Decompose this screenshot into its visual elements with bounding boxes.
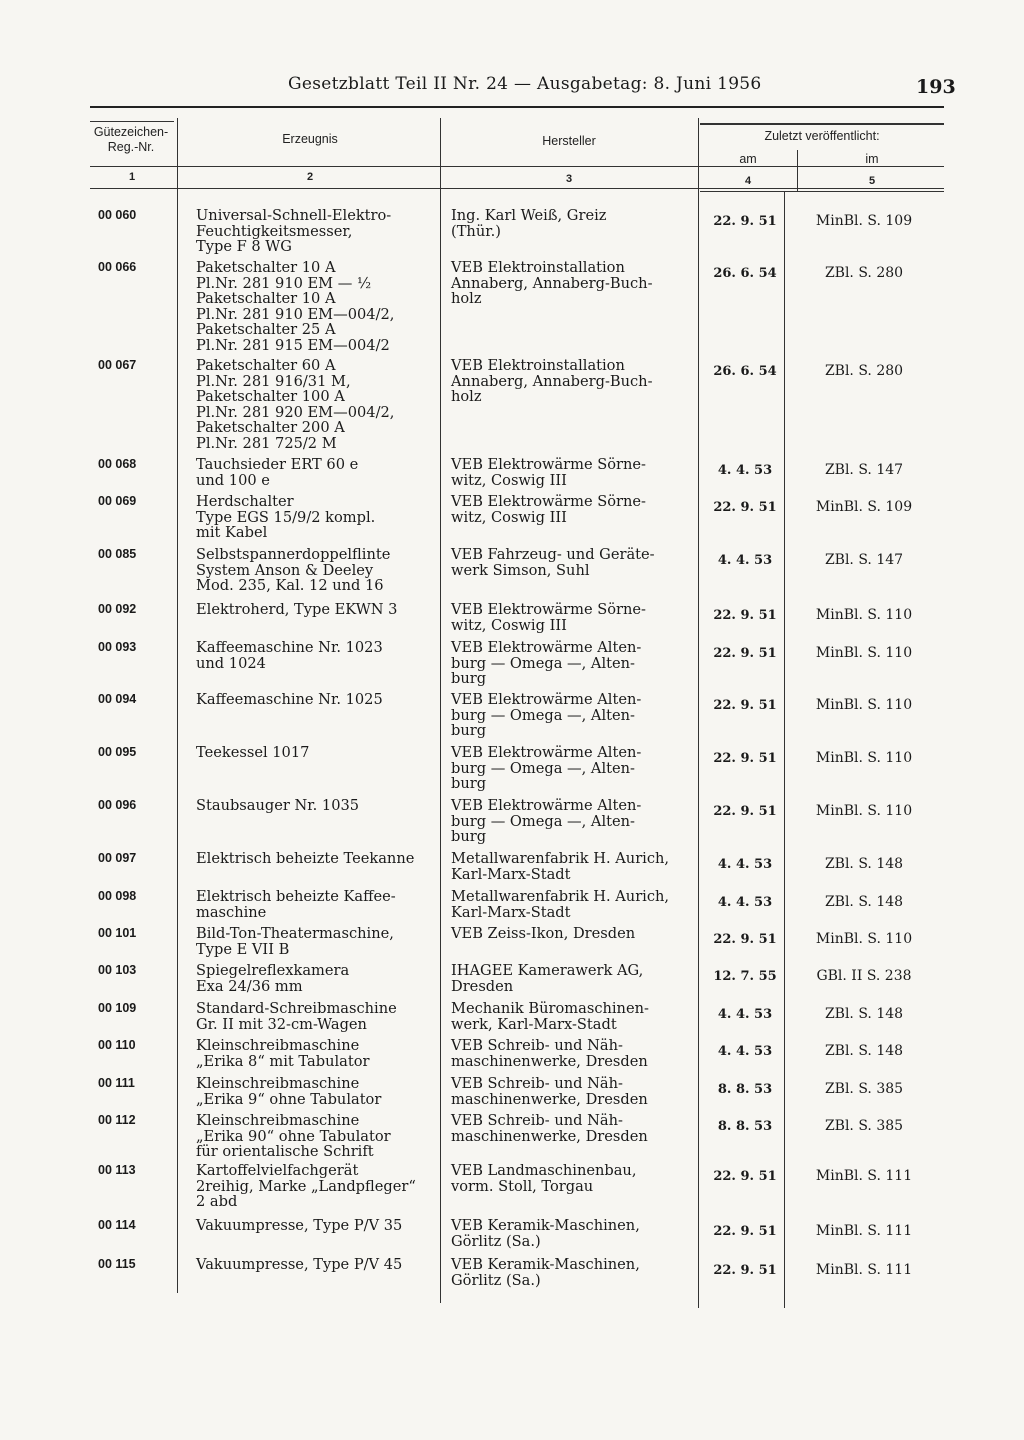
manufacturer: VEB Elektrowärme Alten- burg — Omega —, Alten- burg: [451, 744, 642, 792]
manufacturer: VEB Schreib- und Näh- maschinenwerke, Dresden: [451, 1112, 648, 1145]
published-date: 22. 9. 51: [713, 1263, 777, 1278]
published-date: 22. 9. 51: [713, 1224, 777, 1239]
published-reference: MinBl. S. 110: [815, 607, 913, 623]
product-name: Universal-Schnell-Elektro- Feuchtigkeitsmesser, Type F 8 WG: [196, 207, 392, 255]
published-reference: MinBl. S. 111: [815, 1168, 913, 1184]
product-name: Elektrisch beheizte Kaffee- maschine: [196, 888, 396, 921]
manufacturer: VEB Keramik-Maschinen, Görlitz (Sa.): [451, 1256, 640, 1289]
table-top-rule: [90, 121, 174, 122]
page-number: 193: [916, 76, 956, 98]
published-reference: MinBl. S. 110: [815, 750, 913, 766]
product-name: Kaffeemaschine Nr. 1025: [196, 691, 383, 708]
product-name: Tauchsieder ERT 60 e und 100 e: [196, 456, 359, 489]
manufacturer: VEB Zeiss-Ikon, Dresden: [451, 925, 636, 942]
page-header-title: Gesetzblatt Teil II Nr. 24 — Ausgabetag: 8. Juni 1956: [288, 74, 762, 94]
published-date: 4. 4. 53: [717, 1007, 773, 1022]
published-reference: MinBl. S. 109: [815, 213, 913, 229]
product-name: Selbstspannerdoppelflinte System Anson & Deeley Mod. 235, Kal. 12 und 16: [196, 546, 391, 594]
manufacturer: Metallwarenfabrik H. Aurich, Karl-Marx-Stadt: [451, 888, 670, 921]
published-date: 22. 9. 51: [713, 698, 777, 713]
column-header-maker: Hersteller: [542, 134, 596, 148]
manufacturer: VEB Elektrowärme Sörne- witz, Coswig III: [451, 493, 646, 526]
manufacturer: VEB Landmaschinenbau, vorm. Stoll, Torgau: [451, 1162, 637, 1195]
published-reference: ZBl. S. 148: [824, 1006, 904, 1022]
published-date: 22. 9. 51: [713, 608, 777, 623]
registration-number: 00 101: [98, 926, 137, 940]
published-date: 12. 7. 55: [713, 969, 777, 984]
manufacturer: VEB Elektroinstallation Annaberg, Annaberg-Buch- holz: [451, 259, 653, 307]
published-reference: ZBl. S. 148: [824, 856, 904, 872]
published-reference: MinBl. S. 110: [815, 697, 913, 713]
registration-number: 00 097: [98, 851, 137, 865]
manufacturer: VEB Keramik-Maschinen, Görlitz (Sa.): [451, 1217, 640, 1250]
registration-number: 00 114: [98, 1218, 136, 1232]
product-name: Kleinschreibmaschine „Erika 8“ mit Tabulator: [196, 1037, 370, 1070]
registration-number: 00 093: [98, 640, 137, 654]
registration-number: 00 112: [98, 1113, 136, 1127]
column-number: 2: [306, 171, 314, 183]
published-date: 4. 4. 53: [717, 1044, 773, 1059]
published-reference: ZBl. S. 385: [824, 1118, 904, 1134]
column-separator: [797, 150, 798, 192]
header-divider: [90, 166, 944, 167]
column-header-im: im: [865, 152, 879, 166]
product-name: Paketschalter 60 A Pl.Nr. 281 916/31 M, Paketschalter 100 A Pl.Nr. 281 920 EM—004/2, Paketschalter 200 A Pl.Nr. 281 725/2 M: [196, 357, 395, 452]
product-name: Standard-Schreibmaschine Gr. II mit 32-cm-Wagen: [196, 1000, 397, 1033]
published-date: 26. 6. 54: [713, 266, 777, 281]
table-top-rule: [700, 123, 944, 125]
product-name: Spiegelreflexkamera Exa 24/36 mm: [196, 962, 350, 995]
column-separator: [784, 192, 785, 1308]
product-name: Teekessel 1017: [196, 744, 310, 761]
column-header-reg-nr: Gütezeichen- Reg.-Nr.: [93, 125, 169, 154]
registration-number: 00 109: [98, 1001, 137, 1015]
product-name: Kleinschreibmaschine „Erika 9“ ohne Tabulator: [196, 1075, 382, 1108]
published-date: 8. 8. 53: [717, 1082, 773, 1097]
header-bottom-rule: [90, 188, 944, 189]
registration-number: 00 103: [98, 963, 137, 977]
published-date: 22. 9. 51: [713, 1169, 777, 1184]
published-date: 4. 4. 53: [717, 895, 773, 910]
product-name: Herdschalter Type EGS 15/9/2 kompl. mit Kabel: [196, 493, 376, 541]
product-name: Bild-Ton-Theatermaschine, Type E VII B: [196, 925, 394, 958]
published-reference: MinBl. S. 110: [815, 931, 913, 947]
product-name: Kaffeemaschine Nr. 1023 und 1024: [196, 639, 383, 672]
registration-number: 00 069: [98, 494, 137, 508]
published-date: 22. 9. 51: [713, 932, 777, 947]
published-reference: MinBl. S. 111: [815, 1262, 913, 1278]
manufacturer: VEB Elektroinstallation Annaberg, Annaberg-Buch- holz: [451, 357, 653, 405]
manufacturer: VEB Fahrzeug- und Geräte- werk Simson, Suhl: [451, 546, 655, 579]
product-name: Elektrisch beheizte Teekanne: [196, 850, 415, 867]
manufacturer: Ing. Karl Weiß, Greiz (Thür.): [451, 207, 607, 240]
column-number: 4: [744, 175, 752, 187]
registration-number: 00 096: [98, 798, 137, 812]
published-date: 8. 8. 53: [717, 1119, 773, 1134]
registration-number: 00 111: [98, 1076, 135, 1090]
column-header-am: am: [739, 152, 757, 166]
header-bottom-rule: [700, 191, 944, 192]
registration-number: 00 115: [98, 1257, 136, 1271]
published-reference: MinBl. S. 109: [815, 499, 913, 515]
published-date: 4. 4. 53: [717, 463, 773, 478]
published-date: 4. 4. 53: [717, 857, 773, 872]
header-rule: [90, 106, 944, 108]
registration-number: 00 060: [98, 208, 137, 222]
manufacturer: Mechanik Büromaschinen- werk, Karl-Marx-Stadt: [451, 1000, 649, 1033]
product-name: Kleinschreibmaschine „Erika 90“ ohne Tabulator für orientalische Schrift: [196, 1112, 391, 1160]
manufacturer: IHAGEE Kamerawerk AG, Dresden: [451, 962, 644, 995]
manufacturer: VEB Elektrowärme Alten- burg — Omega —, Alten- burg: [451, 639, 642, 687]
manufacturer: Metallwarenfabrik H. Aurich, Karl-Marx-Stadt: [451, 850, 670, 883]
product-name: Elektroherd, Type EKWN 3: [196, 601, 398, 618]
published-reference: ZBl. S. 148: [824, 894, 904, 910]
column-number: 3: [565, 173, 573, 185]
published-date: 22. 9. 51: [713, 214, 777, 229]
published-reference: MinBl. S. 111: [815, 1223, 913, 1239]
column-separator: [177, 118, 178, 1293]
registration-number: 00 067: [98, 358, 137, 372]
published-date: 26. 6. 54: [713, 364, 777, 379]
manufacturer: VEB Schreib- und Näh- maschinenwerke, Dresden: [451, 1037, 648, 1070]
published-reference: ZBl. S. 385: [824, 1081, 904, 1097]
column-separator: [698, 118, 699, 1308]
product-name: Staubsauger Nr. 1035: [196, 797, 360, 814]
published-reference: ZBl. S. 280: [824, 363, 904, 379]
published-reference: ZBl. S. 280: [824, 265, 904, 281]
column-header-published: Zuletzt veröffentlicht:: [764, 129, 880, 143]
published-date: 4. 4. 53: [717, 553, 773, 568]
registration-number: 00 110: [98, 1038, 136, 1052]
registration-number: 00 068: [98, 457, 137, 471]
published-reference: MinBl. S. 110: [815, 645, 913, 661]
published-reference: GBl. II S. 238: [816, 968, 912, 984]
published-reference: ZBl. S. 147: [824, 552, 904, 568]
manufacturer: VEB Elektrowärme Alten- burg — Omega —, Alten- burg: [451, 797, 642, 845]
column-header-product: Erzeugnis: [282, 132, 338, 146]
manufacturer: VEB Elektrowärme Alten- burg — Omega —, Alten- burg: [451, 691, 642, 739]
published-date: 22. 9. 51: [713, 751, 777, 766]
published-date: 22. 9. 51: [713, 500, 777, 515]
published-reference: ZBl. S. 147: [824, 462, 904, 478]
product-name: Vakuumpresse, Type P/V 35: [196, 1217, 403, 1234]
registration-number: 00 095: [98, 745, 137, 759]
product-name: Paketschalter 10 A Pl.Nr. 281 910 EM — ½ Paketschalter 10 A Pl.Nr. 281 910 EM—004/2, Paketschalter 25 A Pl.Nr. 281 915 EM—004/2: [196, 259, 395, 354]
registration-number: 00 098: [98, 889, 137, 903]
registration-number: 00 066: [98, 260, 137, 274]
manufacturer: VEB Elektrowärme Sörne- witz, Coswig III: [451, 601, 646, 634]
column-separator: [440, 118, 441, 1303]
manufacturer: VEB Elektrowärme Sörne- witz, Coswig III: [451, 456, 646, 489]
registration-number: 00 094: [98, 692, 137, 706]
column-number: 5: [868, 175, 876, 187]
published-reference: ZBl. S. 148: [824, 1043, 904, 1059]
product-name: Kartoffelvielfachgerät 2reihig, Marke „Landpfleger“ 2 abd: [196, 1162, 416, 1210]
published-date: 22. 9. 51: [713, 646, 777, 661]
registration-number: 00 085: [98, 547, 137, 561]
column-number: 1: [128, 171, 136, 183]
manufacturer: VEB Schreib- und Näh- maschinenwerke, Dresden: [451, 1075, 648, 1108]
published-date: 22. 9. 51: [713, 804, 777, 819]
product-name: Vakuumpresse, Type P/V 45: [196, 1256, 403, 1273]
registration-number: 00 113: [98, 1163, 136, 1177]
registration-number: 00 092: [98, 602, 137, 616]
published-reference: MinBl. S. 110: [815, 803, 913, 819]
